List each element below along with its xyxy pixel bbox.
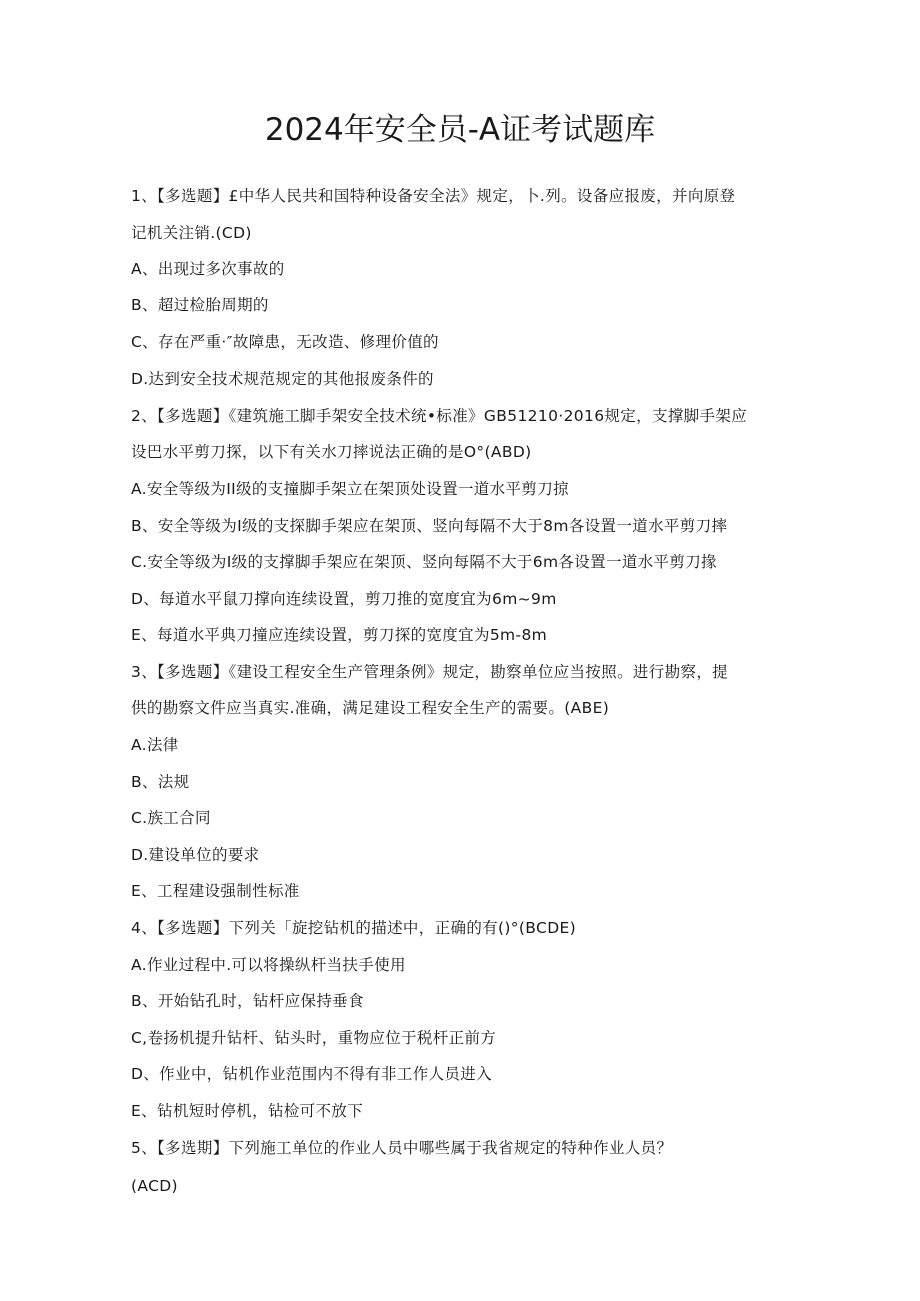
question-1-text: 1、【多选题】£中华人民共和国特种设备安全法》规定，卜.列。设备应报废，并向原登 xyxy=(131,187,736,205)
question-3-option-b: B、法规 xyxy=(131,773,190,791)
document-title: 2024年安全员-A证考试题库 xyxy=(264,112,656,148)
question-2-option-b: B、安全等级为I级的支探脚手架应在架顶、竖向每隔不大于8m各设置一道水平剪刀摔 xyxy=(131,517,728,535)
question-4-option-b: B、开始钻孔时，钻杆应保持垂食 xyxy=(131,992,364,1010)
question-4-option-e: E、钻机短时停机，钻检可不放下 xyxy=(131,1102,364,1120)
question-4-option-d: D、作业中，钻机作业范围内不得有非工作人员进入 xyxy=(131,1065,492,1083)
question-5-answer: (ACD) xyxy=(131,1177,178,1195)
question-3-option-d: D.建设单位的要求 xyxy=(131,846,260,864)
question-1-text-cont: 记机关注销.(CD) xyxy=(131,224,252,242)
question-4-option-c: C,卷扬机提升钻杆、钻头时，重物应位于税杆正前方 xyxy=(131,1029,497,1047)
question-3-text: 3、【多选题】《建设工程安全生产管理条例》规定，勘察单位应当按照。进行勘察，提 xyxy=(131,663,729,681)
question-2-option-e: E、每道水平典刀撞应连续设置，剪刀探的宽度宜为5m-8m xyxy=(131,626,548,644)
question-2-option-d: D、每道水平鼠刀撑向连续设置，剪刀推的宽度宜为6m~9m xyxy=(131,590,557,608)
question-1-option-a: A、出现过多次事故的 xyxy=(131,260,285,278)
question-4-option-a: A.作业过程中.可以将操纵杆当扶手使用 xyxy=(131,956,406,974)
question-2-option-a: A.安全等级为II级的支撞脚手架立在架顶处设置一道水平剪刀掠 xyxy=(131,480,569,498)
question-3-option-c: C.族工合同 xyxy=(131,809,211,827)
question-2-text: 2、【多选题】《建筑施工脚手架安全技术统•标准》GB51210·2016规定，支撑脚手架应 xyxy=(131,407,748,425)
question-2-text-cont: 设巴水平剪刀探，以下有关水刀摔说法正确的是O°(ABD) xyxy=(131,443,532,461)
question-2-option-c: C.安全等级为I级的支撑脚手架应在架顶、竖向每隔不大于6m各设置一道水平剪刀掾 xyxy=(131,553,717,571)
question-3-text-cont: 供的勘察文件应当真实.准确，满足建设工程安全生产的需要。(ABE) xyxy=(131,699,610,717)
question-1-option-c: C、存在严重·″故障患，无改造、修理价值的 xyxy=(131,333,439,351)
question-3-option-e: E、工程建设强制性标准 xyxy=(131,882,300,900)
question-3-option-a: A.法律 xyxy=(131,736,179,754)
question-1-option-b: B、超过检胎周期的 xyxy=(131,296,269,314)
question-4-text: 4、【多选题】下列关「旋挖钻机的描述中，正确的有()°(BCDE) xyxy=(131,919,577,937)
question-5-text: 5、【多选期】下列施工单位的作业人员中哪些属于我省规定的特种作业人员？ xyxy=(131,1139,673,1157)
question-1-option-d: D.达到安全技术规范规定的其他报废条件的 xyxy=(131,370,434,388)
